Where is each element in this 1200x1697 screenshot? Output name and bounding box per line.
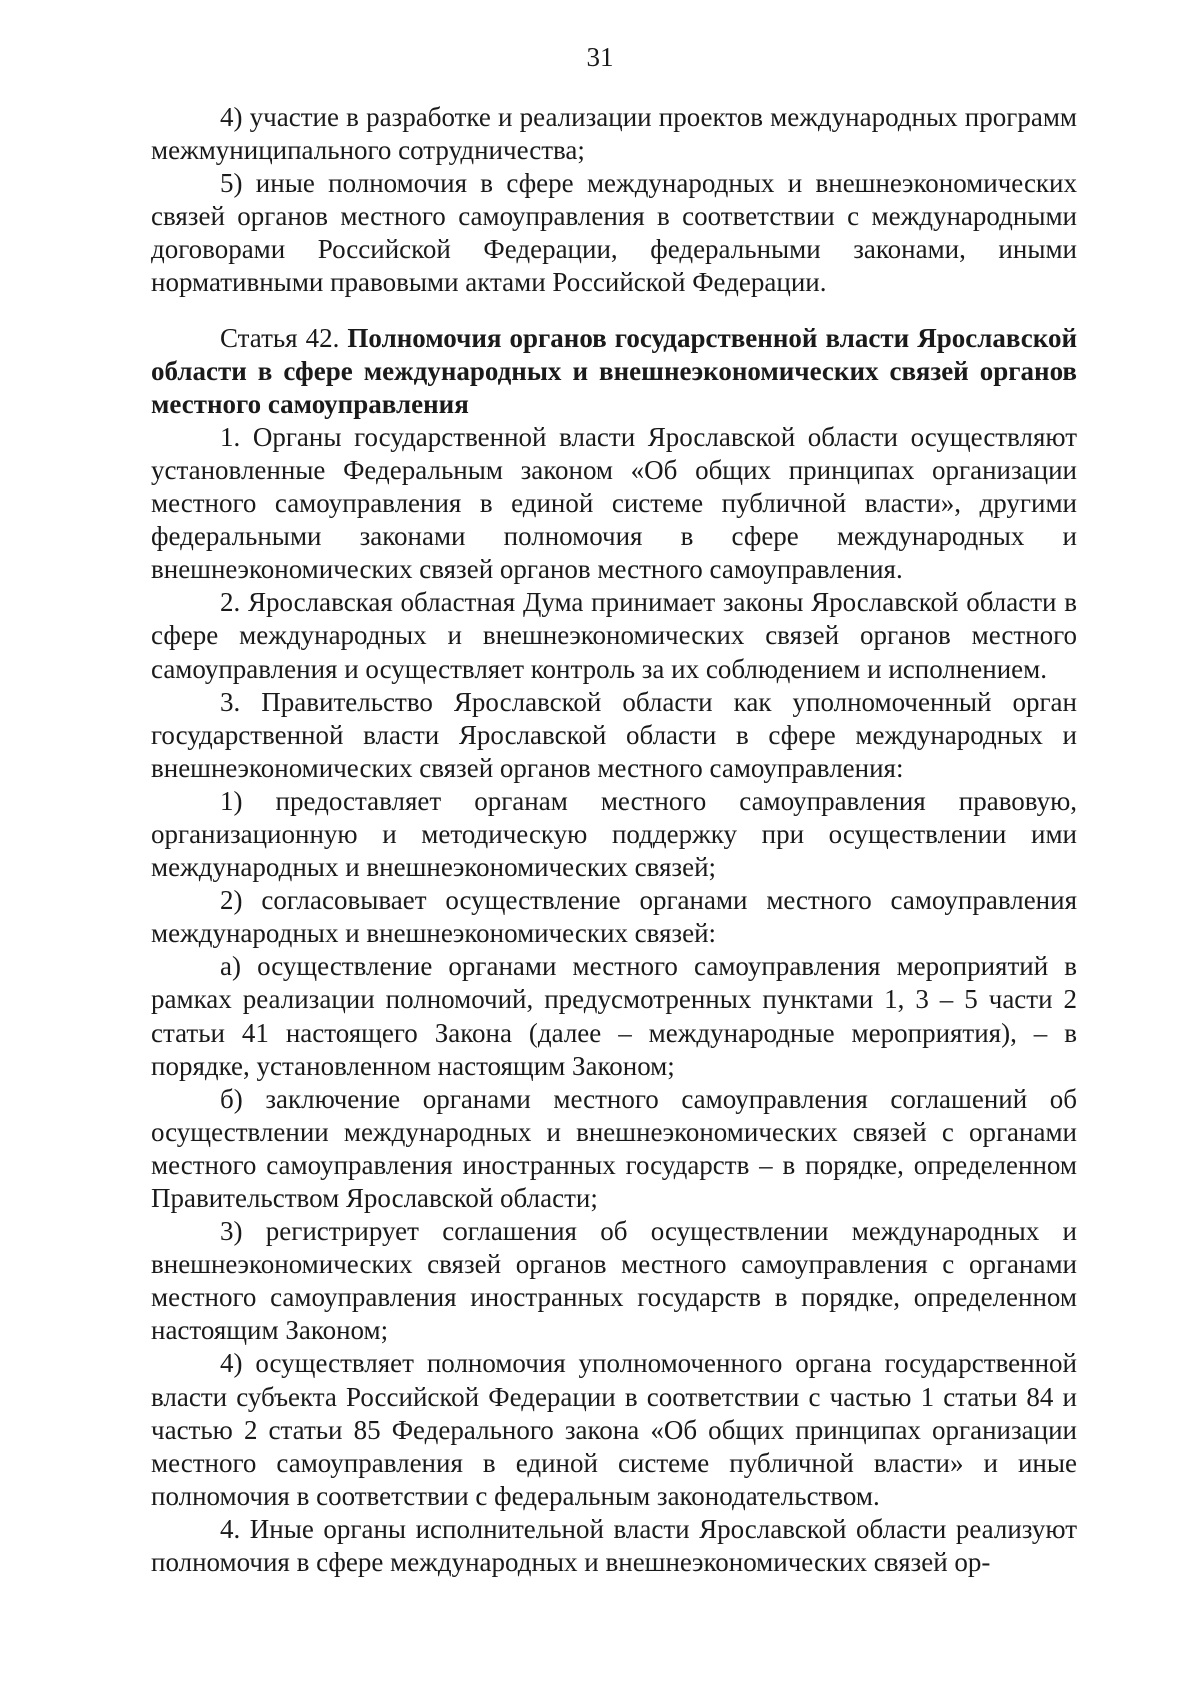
document-body <box>151 101 1077 1579</box>
clause-3-item-3: 3) регистрирует соглашения об осуществлении международных и внешнеэкономических связей органов местного самоуправления с органами местного самоуправления иностранных государств в порядке, определенном настоящим Законом; <box>151 1216 1077 1346</box>
clause-3-item-2-b: б) заключение органами местного самоуправления соглашений об осуществлении международных и внешнеэкономических связей с органами местного самоуправления иностранных государств – в порядке, определенном Правительством Ярославской области; <box>151 1083 1077 1213</box>
paragraph-item-4: 4) участие в разработке и реализации проектов международных программ межмуниципального сотрудничества; <box>151 102 1077 166</box>
page-number: 31 <box>586 42 614 72</box>
article-title: Полномочия органов государственной власти Ярославской области в сфере международных и внешнеэкономических связей органов местного самоуправления <box>151 322 1077 419</box>
clause-3-item-2-a: а) осуществление органами местного самоуправления мероприятий в рамках реализации полномочий, предусмотренных пунктами 1, 3 – 5 части 2 статьи 41 настоящего Закона (далее – международные мероприятия), – в порядке, установленном настоящим Законом; <box>151 951 1077 1081</box>
clause-3: 3. Правительство Ярославской области как уполномоченный орган государственной власти Ярославской области в сфере международных и внешнеэкономических связей органов местного самоуправления: <box>151 686 1077 783</box>
clause-3-item-2: 2) согласовывает осуществление органами местного самоуправления международных и внешнеэкономических связей: <box>151 885 1077 949</box>
article-heading <box>151 322 1077 421</box>
clause-3-item-4: 4) осуществляет полномочия уполномоченного органа государственной власти субъекта Российской Федерации в соответствии с частью 1 статьи 84 и частью 2 статьи 85 Федерального закона «Об общих принципах организации местного самоуправления в единой системе публичной власти» и иные полномочия в соответствии с федеральным законодательством. <box>151 1348 1077 1511</box>
article-number: Статья 42. <box>220 322 340 353</box>
clause-3-item-1: 1) предоставляет органам местного самоуправления правовую, организационную и методическую поддержку при осуществлении ими международных и внешнеэкономических связей; <box>151 785 1077 883</box>
clause-2: 2. Ярославская областная Дума принимает законы Ярославской области в сфере международных и внешнеэкономических связей органов местного самоуправления и осуществляет контроль за их соблюдением и исполнением. <box>151 587 1077 684</box>
clause-1: 1. Органы государственной власти Ярославской области осуществляют установленные Федеральным законом «Об общих принципах организации местного самоуправления в единой системе публичной власти», другими федеральными законами полномочия в сфере международных и внешнеэкономических связей органов местного самоуправления. <box>151 421 1077 585</box>
paragraph-item-5: 5) иные полномочия в сфере международных и внешнеэкономических связей органов местного самоуправления в соответствии с международными договорами Российской Федерации, федеральными законами, иными нормативными правовыми актами Российской Федерации. <box>151 168 1077 298</box>
clause-4: 4. Иные органы исполнительной власти Ярославской области реализуют полномочия в сфере международных и внешнеэкономических связей ор- <box>151 1513 1077 1578</box>
